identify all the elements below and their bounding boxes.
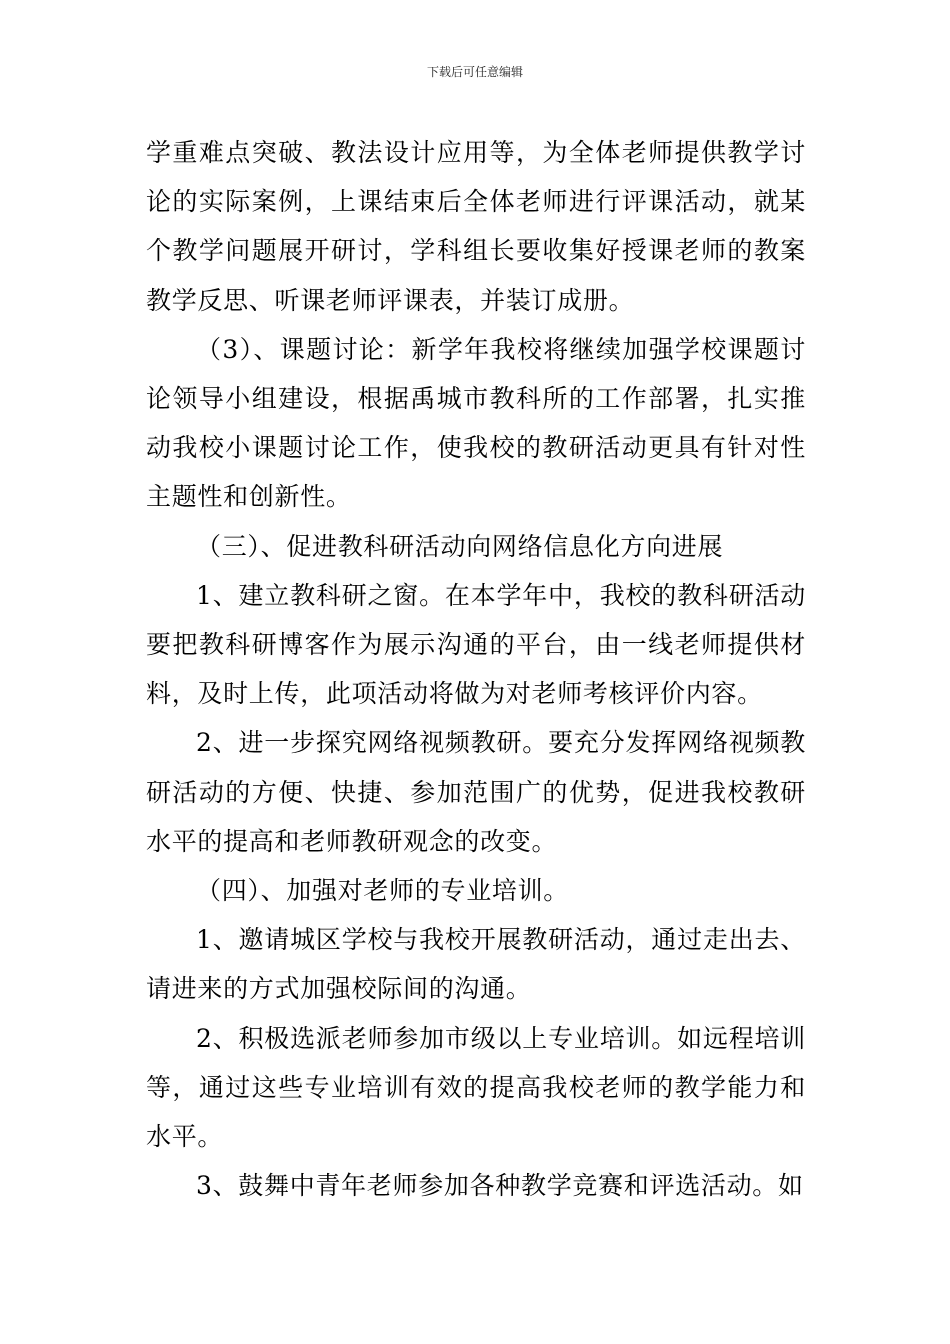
section-heading-3: （三）、促进教科研活动向网络信息化方向进展 — [196, 531, 724, 561]
paragraph-4: 1、建立教科研之窗。在本学年中，我校的教科研活动要把教科研博客作为展示沟通的平台，由一线老师提供材料，及时上传，此项活动将做为对老师考核评价内容。 — [146, 580, 806, 709]
paragraph-9: 3、鼓舞中青年老师参加各种教学竞赛和评选活动。如 — [196, 1171, 804, 1201]
document-body — [146, 128, 806, 1210]
paragraph-2: （3）、课题讨论：新学年我校将继续加强学校课题讨论领导小组建设，根据禹城市教科所的工作部署，扎实推动我校小课题讨论工作，使我校的教研活动更具有针对性主题性和创新性。 — [146, 334, 806, 512]
page-header: 下载后可任意编辑 — [426, 65, 523, 79]
paragraph-8: 2、积极选派老师参加市级以上专业培训。如远程培训等，通过这些专业培训有效的提高我校老师的教学能力和水平。 — [146, 1023, 806, 1152]
section-heading-4: （四）、加强对老师的专业培训。 — [196, 876, 570, 906]
paragraph-1: 学重难点突破、教法设计应用等，为全体老师提供教学讨论的实际案例，上课结束后全体老师进行评课活动，就某个教学问题展开研讨，学科组长要收集好授课老师的教案教学反思、听课老师评课表，并装订成册。 — [146, 138, 806, 315]
paragraph-5: 2、进一步探究网络视频教研。要充分发挥网络视频教研活动的方便、快捷、参加范围广的优势，促进我校教研水平的提高和老师教研观念的改变。 — [146, 728, 806, 856]
paragraph-7: 1、邀请城区学校与我校开展教研活动，通过走出去、请进来的方式加强校际间的沟通。 — [146, 925, 806, 1004]
